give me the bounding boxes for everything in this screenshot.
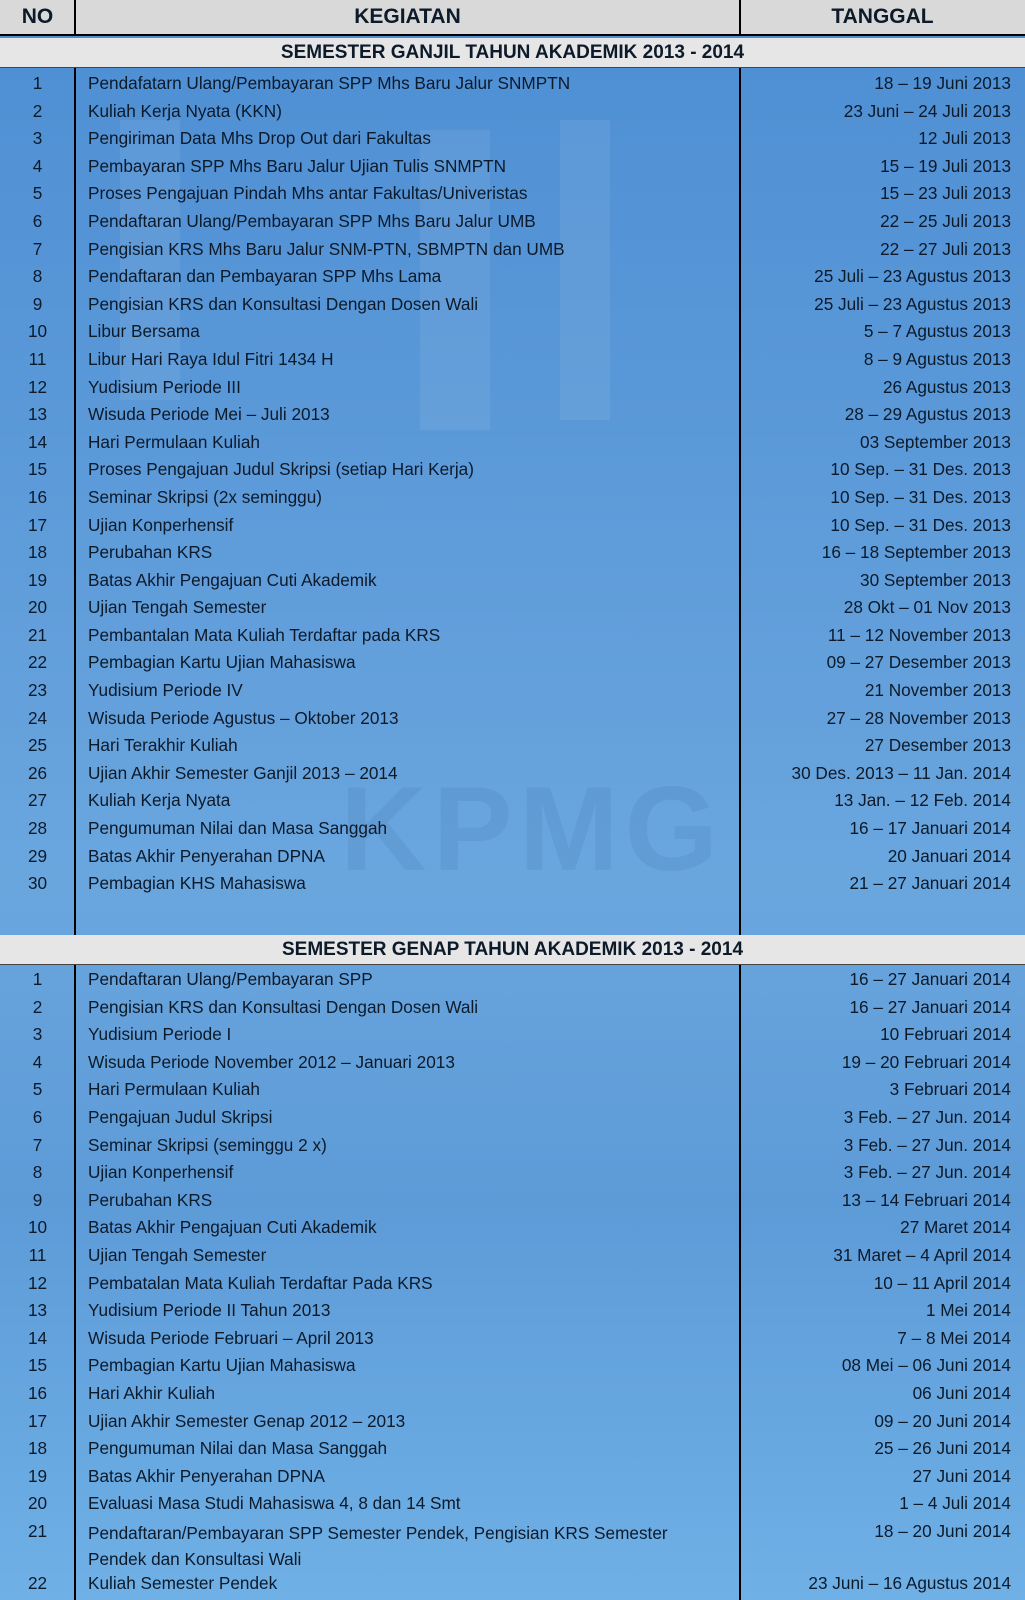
row-date: 10 Sep. – 31 Des. 2013	[830, 459, 1011, 480]
row-date: 21 – 27 Januari 2014	[849, 873, 1011, 894]
header-kegiatan: KEGIATAN	[354, 5, 461, 28]
row-number: 17	[27, 514, 48, 535]
table-row	[0, 787, 1025, 815]
table-row	[0, 1490, 1025, 1518]
row-date: 30 Des. 2013 – 11 Jan. 2014	[791, 762, 1011, 783]
table-row	[0, 98, 1025, 126]
row-date: 21 November 2013	[864, 680, 1011, 701]
row-number: 24	[27, 707, 48, 728]
row-date: 25 Juli – 23 Agustus 2013	[814, 293, 1011, 314]
table-row	[0, 594, 1025, 622]
table-row	[0, 567, 1025, 595]
table-row	[0, 539, 1025, 567]
row-activity: Wisuda Periode November 2012 – Januari 2013	[88, 1051, 455, 1072]
table-row	[0, 1104, 1025, 1132]
row-number: 8	[32, 1162, 43, 1183]
row-number: 11	[28, 1244, 47, 1265]
row-date: 10 – 11 April 2014	[873, 1272, 1011, 1293]
table-row	[0, 346, 1025, 374]
table-row	[0, 1159, 1025, 1187]
row-number: 6	[32, 210, 43, 231]
table-row	[0, 1518, 1025, 1570]
row-date: 3 Feb. – 27 Jun. 2014	[843, 1106, 1011, 1127]
row-date: 19 – 20 Februari 2014	[841, 1051, 1011, 1072]
row-date: 20 Januari 2014	[887, 845, 1011, 866]
row-activity: Pengiriman Data Mhs Drop Out dari Fakultas	[88, 128, 431, 149]
row-date: 13 – 14 Februari 2014	[841, 1189, 1011, 1210]
row-number: 12	[27, 1272, 48, 1293]
row-date: 7 – 8 Mei 2014	[897, 1327, 1011, 1348]
row-activity: Ujian Tengah Semester	[88, 597, 267, 618]
row-number: 1	[32, 73, 43, 93]
row-number: 12	[27, 376, 48, 397]
row-number: 22	[27, 1572, 48, 1593]
row-activity: Pengumuman Nilai dan Masa Sanggah	[88, 818, 388, 839]
table-row	[0, 1076, 1025, 1104]
table-row	[0, 1408, 1025, 1436]
row-activity: Pembantalan Mata Kuliah Terdaftar pada KRS	[88, 624, 441, 645]
row-activity: Ujian Akhir Semester Genap 2012 – 2013	[88, 1410, 406, 1431]
table-row	[0, 291, 1025, 319]
row-activity: Kuliah Kerja Nyata (KKN)	[88, 100, 282, 121]
row-number: 7	[32, 238, 43, 259]
row-activity: Perubahan KRS	[88, 542, 213, 563]
table-row	[0, 429, 1025, 457]
row-number: 1	[32, 969, 43, 989]
table-row	[0, 815, 1025, 843]
table-row	[0, 263, 1025, 291]
row-activity: Batas Akhir Penyerahan DPNA	[88, 1465, 325, 1486]
row-number: 20	[27, 597, 48, 618]
row-number: 30	[27, 873, 48, 894]
row-activity: Batas Akhir Pengajuan Cuti Akademik	[88, 1217, 377, 1238]
row-activity: Pendaftaran dan Pembayaran SPP Mhs Lama	[88, 266, 442, 287]
row-number: 3	[32, 128, 43, 149]
row-date: 31 Maret – 4 April 2014	[833, 1244, 1011, 1265]
row-activity: Pembatalan Mata Kuliah Terdaftar Pada KRS	[88, 1272, 433, 1293]
row-activity: Hari Permulaan Kuliah	[88, 431, 260, 452]
row-number: 15	[27, 459, 48, 480]
row-activity: Ujian Akhir Semester Ganjil 2013 – 2014	[88, 762, 398, 783]
row-number: 10	[27, 321, 48, 342]
row-number: 2	[32, 100, 43, 121]
row-date: 28 – 29 Agustus 2013	[844, 404, 1011, 425]
row-number: 7	[32, 1134, 43, 1155]
table-row	[0, 318, 1025, 346]
row-number: 18	[27, 1438, 48, 1459]
row-activity: Proses Pengajuan Pindah Mhs antar Fakultas/Univeristas	[88, 183, 528, 204]
semester-genap-title: SEMESTER GENAP TAHUN AKADEMIK 2013 - 2014	[0, 935, 1025, 965]
row-number: 21	[27, 624, 48, 645]
row-date: 10 Februari 2014	[880, 1024, 1011, 1045]
row-number: 14	[27, 431, 48, 452]
kpmg-watermark: KPMG	[340, 762, 724, 896]
table-row	[0, 622, 1025, 650]
row-date: 22 – 27 Juli 2013	[880, 238, 1011, 259]
row-date: 26 Agustus 2013	[882, 376, 1011, 397]
row-date: 5 – 7 Agustus 2013	[863, 321, 1011, 342]
row-activity: Yudisium Periode I	[88, 1024, 232, 1045]
row-activity: Yudisium Periode II Tahun 2013	[88, 1300, 331, 1321]
table-row	[0, 1270, 1025, 1298]
table-row	[0, 374, 1025, 402]
table-header	[0, 0, 1025, 36]
row-activity: Pembayaran SPP Mhs Baru Jalur Ujian Tulis SNMPTN	[88, 155, 507, 176]
table-row	[0, 994, 1025, 1022]
row-date: 27 – 28 November 2013	[826, 707, 1011, 728]
row-date: 8 – 9 Agustus 2013	[863, 348, 1011, 369]
table-row	[0, 70, 1025, 98]
row-number: 19	[27, 569, 48, 590]
row-date: 03 September 2013	[860, 431, 1011, 452]
table-row	[0, 208, 1025, 236]
semester-genap-rows	[0, 966, 1025, 1597]
row-number: 18	[27, 542, 48, 563]
row-activity: Proses Pengajuan Judul Skripsi (setiap Hari Kerja)	[88, 459, 474, 480]
row-date: 08 Mei – 06 Juni 2014	[841, 1355, 1011, 1376]
row-date: 27 Juni 2014	[912, 1465, 1011, 1486]
table-row	[0, 1242, 1025, 1270]
row-number: 8	[32, 266, 43, 287]
row-date: 11 – 12 November 2013	[827, 624, 1011, 645]
row-date: 18 – 19 Juni 2013	[874, 73, 1011, 93]
row-activity: Pembagian Kartu Ujian Mahasiswa	[88, 1355, 356, 1376]
table-row	[0, 732, 1025, 760]
row-number: 16	[27, 1382, 48, 1403]
semester-ganjil-title: SEMESTER GANJIL TAHUN AKADEMIK 2013 - 2014	[0, 38, 1025, 68]
row-number: 5	[32, 183, 43, 204]
row-activity: Hari Permulaan Kuliah	[88, 1079, 260, 1100]
row-date: 28 Okt – 01 Nov 2013	[843, 597, 1011, 618]
row-number: 5	[32, 1079, 43, 1100]
row-date: 16 – 27 Januari 2014	[849, 996, 1011, 1017]
table-row	[0, 1380, 1025, 1408]
row-activity: Pendaftaran Ulang/Pembayaran SPP	[88, 969, 373, 989]
row-date: 27 Maret 2014	[900, 1217, 1011, 1238]
row-date: 22 – 25 Juli 2013	[880, 210, 1011, 231]
table-row	[0, 1297, 1025, 1325]
table-row	[0, 125, 1025, 153]
row-number: 20	[27, 1493, 48, 1514]
row-number: 28	[27, 818, 48, 839]
row-activity: Wisuda Periode Februari – April 2013	[88, 1327, 374, 1348]
row-number: 2	[32, 996, 43, 1017]
row-activity: Perubahan KRS	[88, 1189, 213, 1210]
row-activity: Wisuda Periode Mei – Juli 2013	[88, 404, 330, 425]
row-date: 23 Juni – 16 Agustus 2014	[808, 1572, 1011, 1593]
row-date: 15 – 19 Juli 2013	[880, 155, 1011, 176]
semester-ganjil-rows	[0, 70, 1025, 898]
row-date: 16 – 17 Januari 2014	[849, 818, 1011, 839]
row-activity: Kuliah Kerja Nyata	[88, 790, 231, 811]
row-number: 22	[27, 652, 48, 673]
table-row	[0, 1187, 1025, 1215]
table-row	[0, 1435, 1025, 1463]
table-row	[0, 1049, 1025, 1077]
row-date: 3 Feb. – 27 Jun. 2014	[843, 1162, 1011, 1183]
row-activity: Evaluasi Masa Studi Mahasiswa 4, 8 dan 14 Smt	[88, 1493, 461, 1514]
table-row	[0, 649, 1025, 677]
table-row	[0, 843, 1025, 871]
row-number: 25	[27, 735, 48, 756]
row-date: 12 Juli 2013	[918, 128, 1011, 149]
row-activity: Seminar Skripsi (seminggu 2 x)	[88, 1134, 327, 1155]
row-activity: Ujian Konperhensif	[88, 1162, 234, 1183]
row-date: 10 Sep. – 31 Des. 2013	[830, 514, 1011, 535]
table-row	[0, 1021, 1025, 1049]
row-date: 09 – 20 Juni 2014	[874, 1410, 1011, 1431]
header-no: NO	[21, 5, 54, 28]
row-number: 13	[27, 1300, 48, 1321]
table-row	[0, 1132, 1025, 1160]
row-activity: Pengajuan Judul Skripsi	[88, 1106, 273, 1127]
row-number: 9	[32, 293, 43, 314]
table-row	[0, 236, 1025, 264]
row-date: 3 Feb. – 27 Jun. 2014	[843, 1134, 1011, 1155]
table-row	[0, 1325, 1025, 1353]
row-number: 14	[27, 1327, 48, 1348]
row-date: 16 – 27 Januari 2014	[849, 969, 1011, 989]
row-number: 4	[32, 155, 43, 176]
table-row	[0, 760, 1025, 788]
row-number: 3	[32, 1024, 43, 1045]
table-row	[0, 1463, 1025, 1491]
row-activity: Kuliah Semester Pendek	[88, 1572, 278, 1593]
table-row	[0, 484, 1025, 512]
row-activity: Ujian Konperhensif	[88, 514, 234, 535]
table-row	[0, 180, 1025, 208]
row-activity: Wisuda Periode Agustus – Oktober 2013	[88, 707, 399, 728]
row-activity: Yudisium Periode III	[88, 376, 241, 397]
row-activity: Pengisian KRS dan Konsultasi Dengan Dosen Wali	[88, 996, 479, 1017]
row-number: 4	[32, 1051, 43, 1072]
row-date: 30 September 2013	[860, 569, 1011, 590]
table-row	[0, 870, 1025, 898]
row-number: 21	[27, 1520, 48, 1541]
row-date: 3 Februari 2014	[889, 1079, 1011, 1100]
row-number: 6	[32, 1106, 43, 1127]
header-tanggal: TANGGAL	[831, 5, 934, 28]
row-activity: Pembagian Kartu Ujian Mahasiswa	[88, 652, 356, 673]
table-row	[0, 677, 1025, 705]
row-date: 1 – 4 Juli 2014	[899, 1493, 1011, 1514]
row-activity: Hari Akhir Kuliah	[88, 1382, 216, 1403]
row-date: 27 Desember 2013	[864, 735, 1011, 756]
row-date: 25 Juli – 23 Agustus 2013	[814, 266, 1011, 287]
row-activity: Seminar Skripsi (2x seminggu)	[88, 486, 323, 507]
row-number: 19	[27, 1465, 48, 1486]
row-date: 25 – 26 Juni 2014	[874, 1438, 1011, 1459]
row-activity: Batas Akhir Pengajuan Cuti Akademik	[88, 569, 377, 590]
row-date: 18 – 20 Juni 2014	[874, 1520, 1011, 1541]
row-number: 26	[27, 762, 48, 783]
row-number: 15	[27, 1355, 48, 1376]
table-row	[0, 1214, 1025, 1242]
row-number: 27	[27, 790, 48, 811]
row-activity: Ujian Tengah Semester	[88, 1244, 267, 1265]
row-date: 15 – 23 Juli 2013	[880, 183, 1011, 204]
row-date: 06 Juni 2014	[912, 1382, 1011, 1403]
row-date: 10 Sep. – 31 Des. 2013	[830, 486, 1011, 507]
table-row	[0, 705, 1025, 733]
table-row	[0, 456, 1025, 484]
row-number: 17	[27, 1410, 48, 1431]
row-number: 10	[27, 1217, 48, 1238]
row-activity: Pengumuman Nilai dan Masa Sanggah	[88, 1438, 388, 1459]
row-activity: Libur Bersama	[88, 321, 200, 342]
row-activity: Pengisian KRS dan Konsultasi Dengan Dosen Wali	[88, 293, 479, 314]
row-activity: Pembagian KHS Mahasiswa	[88, 873, 306, 894]
row-number: 29	[27, 845, 48, 866]
row-number: 11	[28, 348, 47, 369]
table-row	[0, 512, 1025, 540]
row-number: 16	[27, 486, 48, 507]
table-row	[0, 966, 1025, 994]
row-number: 23	[27, 680, 48, 701]
row-activity: Batas Akhir Penyerahan DPNA	[88, 845, 325, 866]
table-row	[0, 153, 1025, 181]
table-row	[0, 1352, 1025, 1380]
row-activity: Yudisium Periode IV	[88, 680, 243, 701]
row-activity: Pendafatarn Ulang/Pembayaran SPP Mhs Baru Jalur SNMPTN	[88, 73, 571, 93]
row-activity: Pengisian KRS Mhs Baru Jalur SNM-PTN, SBMPTN dan UMB	[88, 238, 565, 259]
row-activity: Pendaftaran Ulang/Pembayaran SPP Mhs Baru Jalur UMB	[88, 210, 536, 231]
row-date: 13 Jan. – 12 Feb. 2014	[834, 790, 1011, 811]
row-number: 13	[27, 404, 48, 425]
row-date: 1 Mei 2014	[925, 1300, 1011, 1321]
table-row	[0, 401, 1025, 429]
row-activity: Pendaftaran/Pembayaran SPP Semester Pendek, Pengisian KRS Semester Pendek dan Konsultasi Wali	[88, 1522, 668, 1569]
row-date: 09 – 27 Desember 2013	[826, 652, 1011, 673]
row-number: 9	[32, 1189, 43, 1210]
row-activity: Hari Terakhir Kuliah	[88, 735, 238, 756]
row-activity: Libur Hari Raya Idul Fitri 1434 H	[88, 348, 334, 369]
row-date: 23 Juni – 24 Juli 2013	[843, 100, 1011, 121]
row-date: 16 – 18 September 2013	[821, 542, 1011, 563]
table-row	[0, 1570, 1025, 1598]
